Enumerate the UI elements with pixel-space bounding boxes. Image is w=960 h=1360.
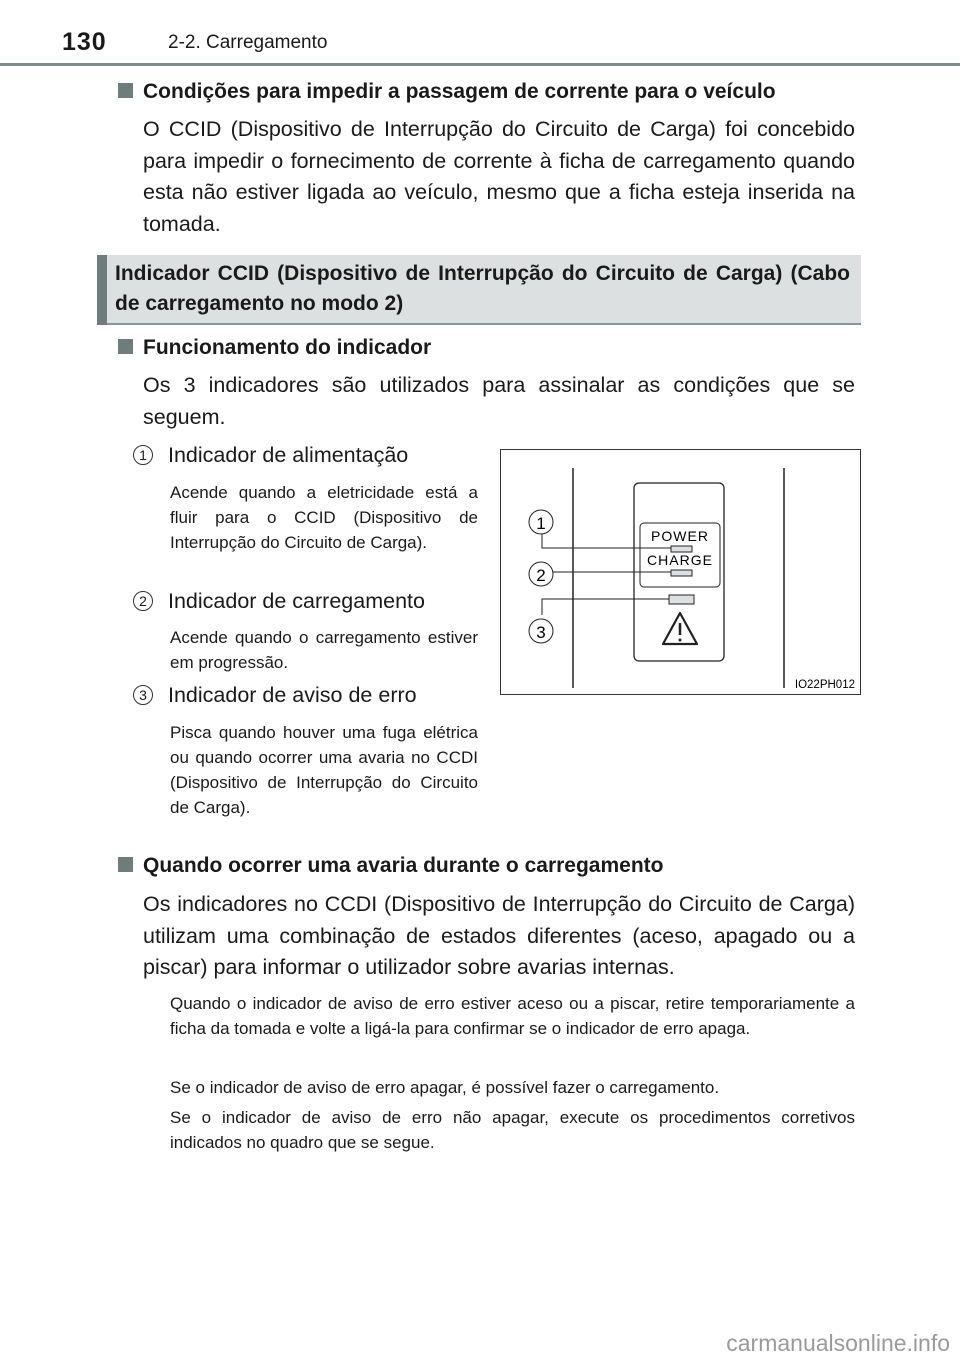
callout-2: 2 xyxy=(536,566,546,585)
heading-text: Quando ocorrer uma avaria durante o carregamento xyxy=(143,854,664,877)
item-charge xyxy=(133,589,425,614)
item-desc: Acende quando o carregamento estiver em progressão. xyxy=(170,628,478,672)
circled-number-icon: 2 xyxy=(133,591,153,611)
bullet-square-icon xyxy=(118,83,133,98)
heading-conditions xyxy=(118,80,776,104)
item-label: Indicador de aviso de erro xyxy=(168,683,417,707)
bullet-square-icon xyxy=(118,857,133,872)
warning-triangle-icon xyxy=(663,613,697,644)
ccid-figure xyxy=(500,449,861,695)
item-label: Indicador de alimentação xyxy=(168,443,409,467)
item-error xyxy=(133,683,417,708)
note-1: Quando o indicador de aviso de erro estiver aceso ou a piscar, retire temporariamente a ficha da tomada e volte a ligá-la para confirmar se o indicador de erro apaga. xyxy=(170,994,855,1038)
paragraph-malfunction: Os indicadores no CCDI (Dispositivo de Interrupção do Circuito de Carga) utilizam uma combinação de estados diferentes (aceso, apagado ou a piscar) para informar o utilizador sobre avarias internas. xyxy=(143,892,855,980)
watermark: carmanualsonline.info xyxy=(726,1330,950,1356)
power-label: POWER xyxy=(651,528,709,544)
item-label: Indicador de carregamento xyxy=(168,589,425,613)
section-title: 2-2. Carregamento xyxy=(168,32,328,53)
callout-1: 1 xyxy=(536,514,546,533)
note-2: Se o indicador de aviso de erro apagar, é possível fazer o carregamento. xyxy=(170,1078,720,1097)
heading-text: Funcionamento do indicador xyxy=(143,336,432,359)
section-box-title: Indicador CCID (Dispositivo de Interrupção do Circuito de Carga) (Cabo de carregamento no modo 2) xyxy=(115,262,850,315)
section-bar xyxy=(97,255,107,325)
charge-label: CHARGE xyxy=(647,552,713,568)
bullet-square-icon xyxy=(118,339,133,354)
heading-operation xyxy=(118,336,431,360)
circled-number-icon: 1 xyxy=(133,445,153,465)
callout-3: 3 xyxy=(536,623,546,642)
ccid-diagram xyxy=(501,450,860,694)
item-desc: Pisca quando houver uma fuga elétrica ou quando ocorrer uma avaria no CCDI (Dispositivo de Interrupção do Circuito de Carga). xyxy=(170,723,478,817)
heading-malfunction xyxy=(118,854,664,878)
section-box xyxy=(97,255,861,325)
circled-number-icon: 3 xyxy=(133,685,153,705)
heading-text: Condições para impedir a passagem de corrente para o veículo xyxy=(143,80,776,103)
item-power xyxy=(133,443,408,468)
paragraph-indicators: Os 3 indicadores são utilizados para assinalar as condições que se seguem. xyxy=(143,373,855,429)
note-3: Se o indicador de aviso de erro não apagar, execute os procedimentos corretivos indicados no quadro que se segue. xyxy=(170,1108,855,1152)
page-number: 130 xyxy=(62,28,107,56)
figure-code: IO22PH012 xyxy=(794,679,855,691)
paragraph-ccid: O CCID (Dispositivo de Interrupção do Circuito de Carga) foi concebido para impedir o fornecimento de corrente à ficha de carregamento quando esta não estiver ligada ao veículo, mesmo que a ficha esteja inserida na tomada. xyxy=(143,117,855,236)
header-rule xyxy=(0,63,960,66)
item-desc: Acende quando a eletricidade está a fluir para o CCID (Dispositivo de Interrupção do Circuito de Carga). xyxy=(170,483,478,552)
